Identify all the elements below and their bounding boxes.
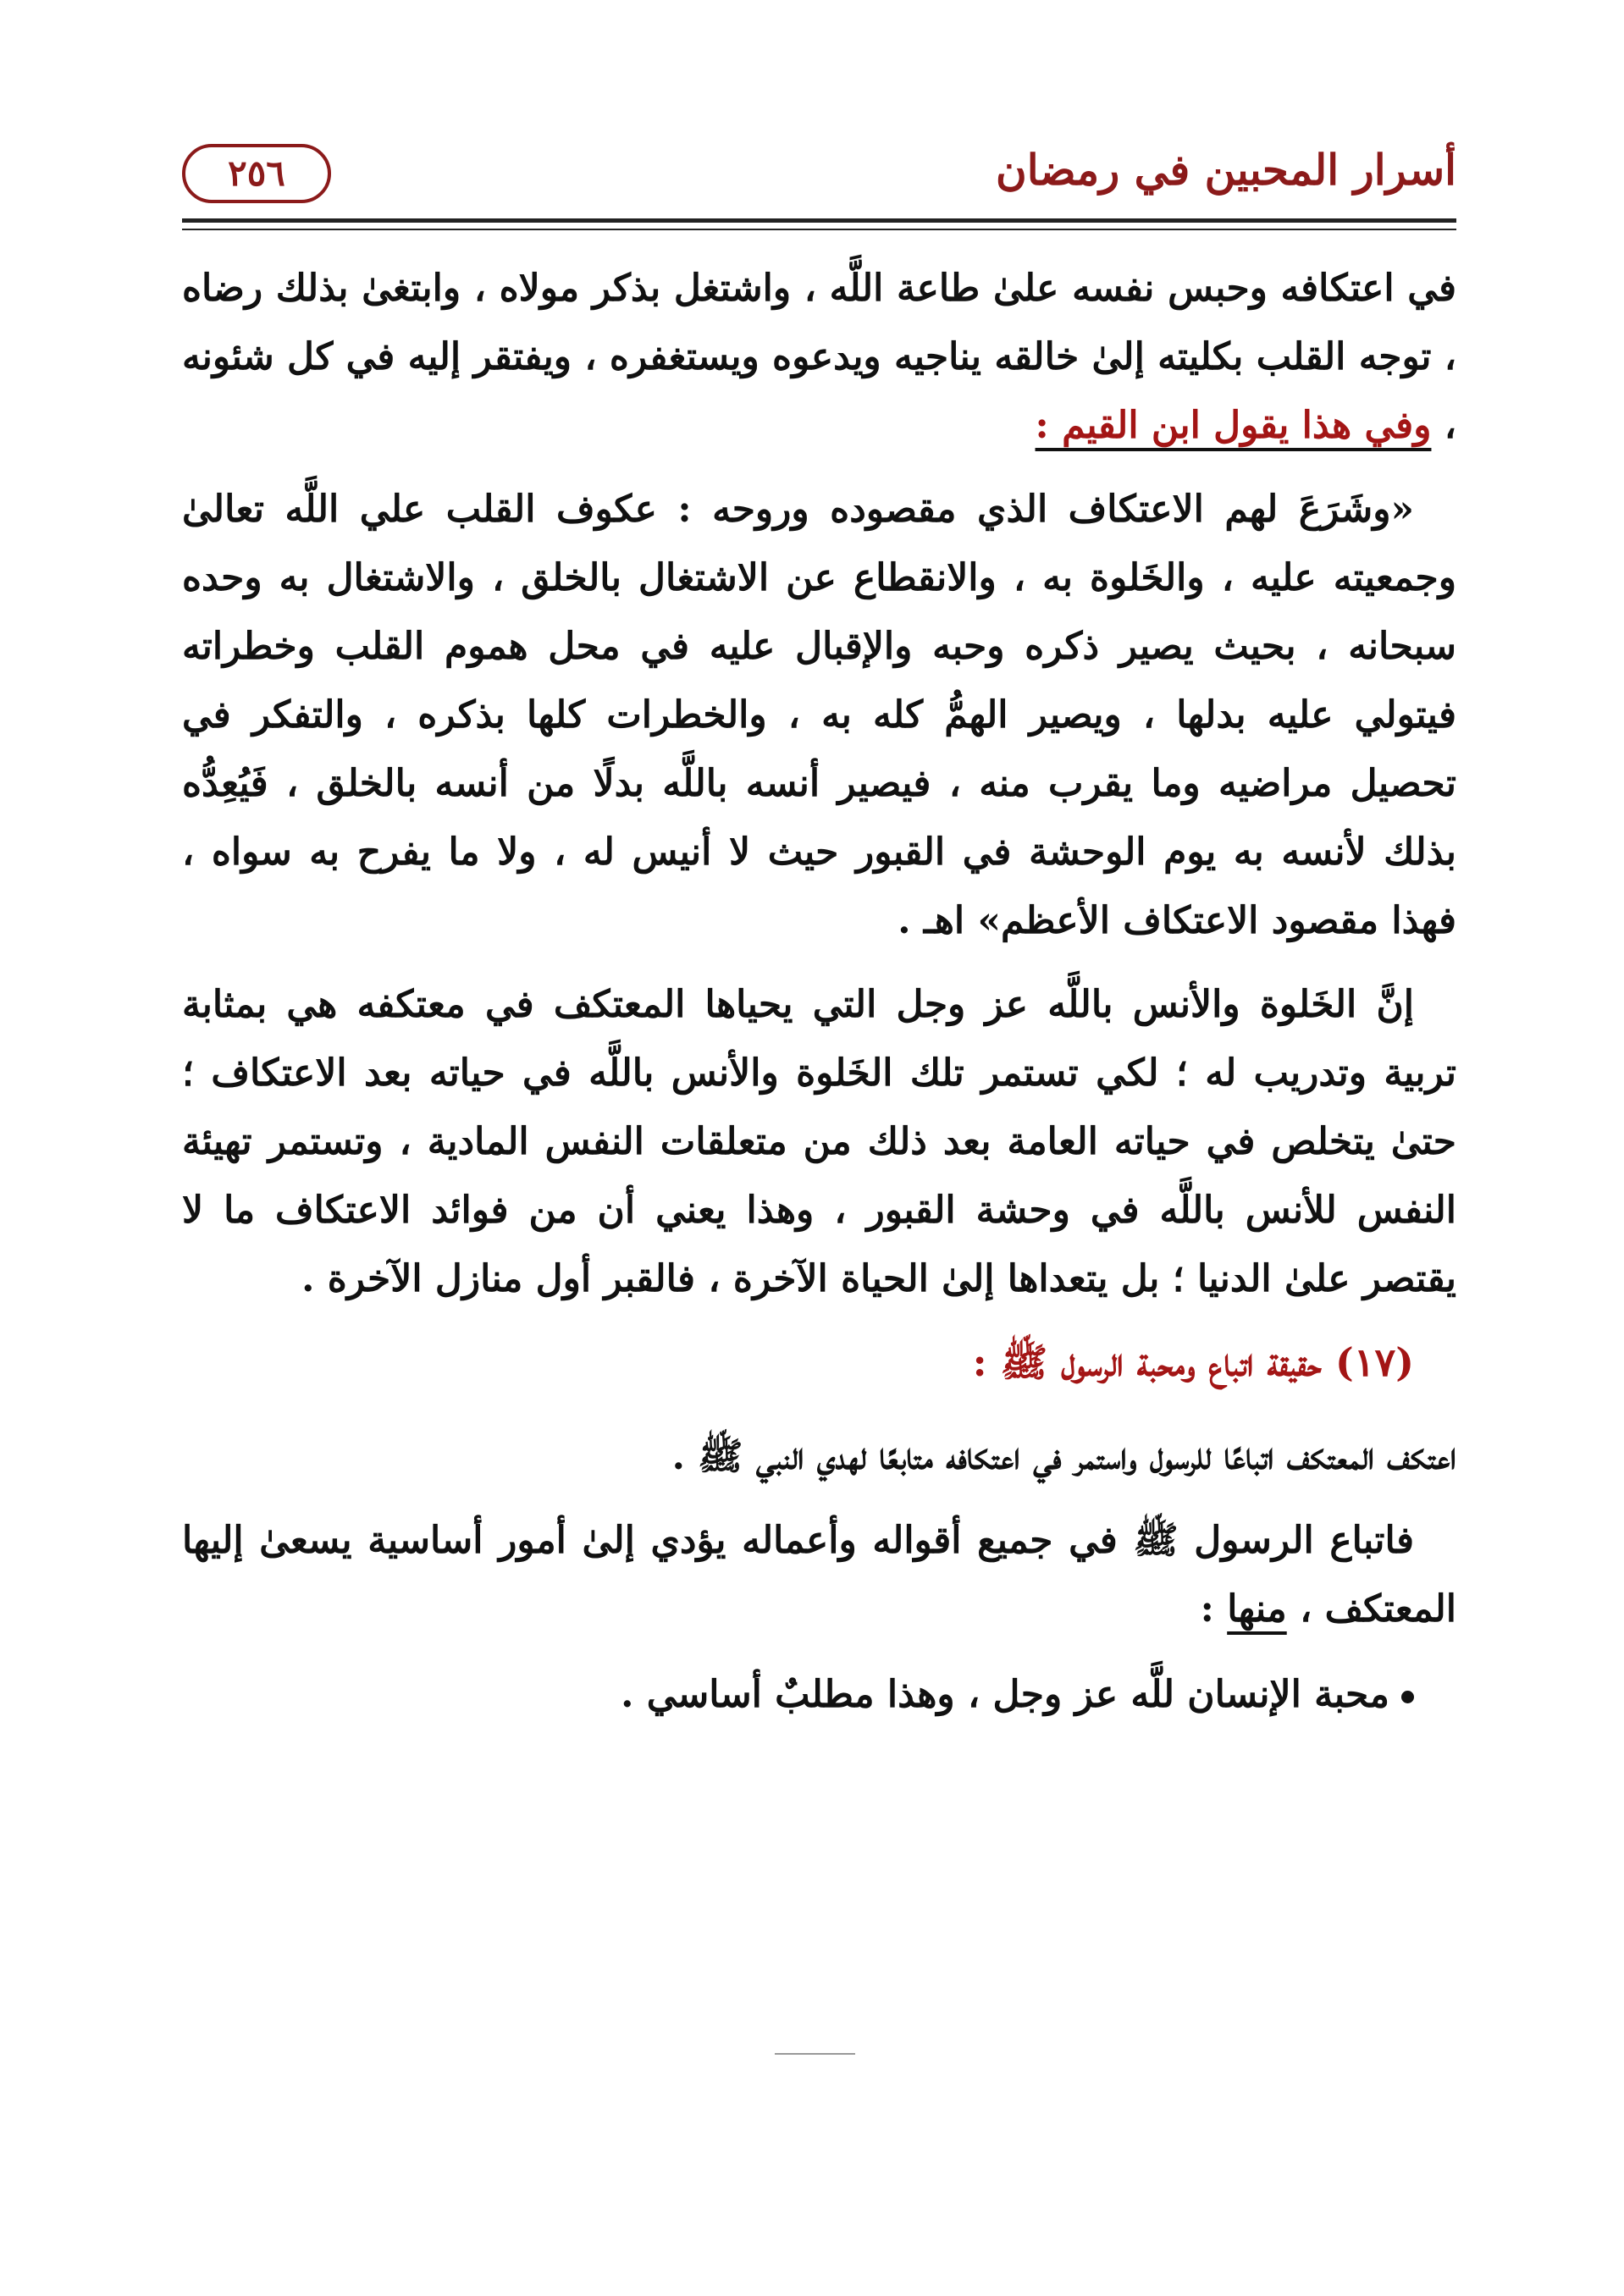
bullet-dot-icon bbox=[1401, 1691, 1414, 1703]
header-rule-thin bbox=[182, 229, 1456, 230]
small-separator-line bbox=[775, 2053, 855, 2055]
inline-heading-ibn-qayyim: وفي هذا يقول ابن القيم : bbox=[1035, 404, 1432, 447]
paragraph-fa-itiba-end: : bbox=[1200, 1587, 1228, 1631]
paragraph-khalwa: إنَّ الخَلوة والأنس باللَّه عز وجل التي يحياها المعتكف في معتكفه هي بمثابة تربية وتدريب له ؛ لكي تستمر تلك الخَلوة والأنس باللَّه في حياته بعد الاعتكاف ؛ حتىٰ يتخلص في حياته العامة بعد ذلك من متعلقات النفس المادية ، وتستمر تهيئة النفس للأنس باللَّه في وحشة القبور ، وهذا يعني أن من فوائد الاعتكاف ما لا يقتصر علىٰ الدنيا ؛ بل يتعداها إلىٰ الحياة الآخرة ، فالقبر أول منازل الآخرة . bbox=[182, 983, 1456, 1300]
bullet-item-mahabba bbox=[182, 1660, 1456, 1729]
bullet-item-text: محبة الإنسان للَّه عز وجل ، وهذا مطلبٌ أساسي . bbox=[621, 1673, 1389, 1716]
paragraph-intro bbox=[182, 254, 1456, 460]
page-number-badge: ٢٥٦ bbox=[182, 144, 331, 203]
book-title: أسرار المحبين في رمضان bbox=[996, 145, 1456, 195]
paragraph-intro-text: في اعتكافه وحبس نفسه علىٰ طاعة اللَّه ، واشتغل بذكر مولاه ، وابتغىٰ بذلك رضاه ، توجه القلب بكليته إلىٰ خالقه يناجيه ويدعوه ويستغفره ، ويفتقر إليه في كل شئونه ، bbox=[182, 267, 1456, 447]
page-header bbox=[182, 144, 1456, 220]
quote-ibn-qayyim: «وشَرَعَ لهم الاعتكاف الذي مقصوده وروحه : عكوف القلب علي اللَّه تعالىٰ وجمعيته عليه ، والخَلوة به ، والانقطاع عن الاشتغال بالخلق ، والاشتغال به وحده سبحانه ، بحيث يصير ذكره وحبه والإقبال عليه في محل هموم القلب وخطراته فيتولي عليه بدلها ، ويصير الهمُّ كله به ، والخطرات كلها بذكره ، والتفكر في تحصيل مراضيه وما يقرب منه ، فيصير أنسه باللَّه بدلًا من أنسه بالخلق ، فَيُعِدُّه بذلك لأنسه به يوم الوحشة في القبور حيث لا أنيس له ، ولا ما يفرح به سواه ، فهذا مقصود الاعتكاف الأعظم» اهـ . bbox=[182, 488, 1456, 942]
header-rule-thick bbox=[182, 218, 1456, 223]
paragraph-itiba: اعتكف المعتكف اتباعًا للرسول واستمر في اعتكافه متابعًا لهدي النبي ﷺ . bbox=[671, 1435, 1456, 1478]
paragraph-fa-itiba bbox=[182, 1506, 1456, 1643]
paragraph-fa-itiba-text: فاتباع الرسول ﷺ في جميع أقواله وأعماله يؤدي إلىٰ أمور أساسية يسعىٰ إليها المعتكف ، bbox=[182, 1519, 1456, 1631]
underlined-minha: منها bbox=[1227, 1587, 1287, 1631]
section-heading-17: (١٧) حقيقة اتباع ومحبة الرسول ﷺ : bbox=[972, 1339, 1414, 1385]
page-body bbox=[182, 254, 1456, 1729]
